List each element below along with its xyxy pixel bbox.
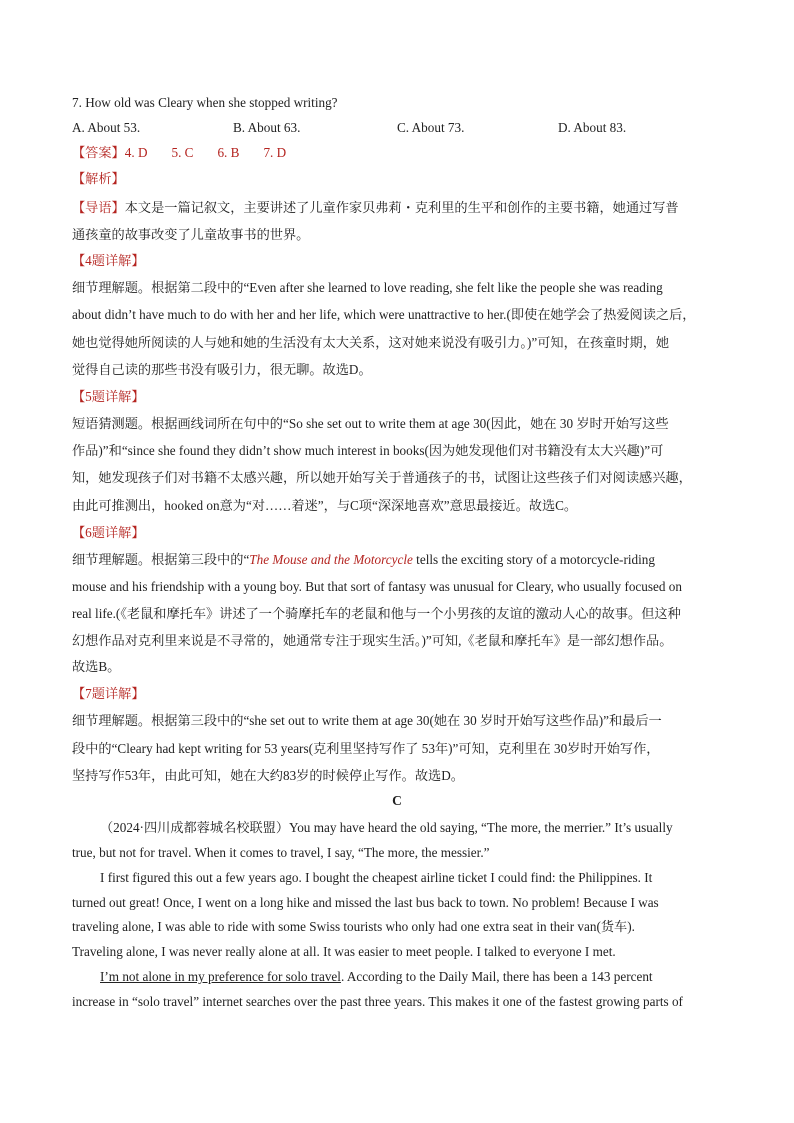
q6-line-1	[72, 551, 655, 569]
q6-text: 细节理解题。根据第三段中的	[72, 552, 244, 567]
q7-line-1	[72, 712, 662, 730]
answer-item: 4. D	[124, 145, 148, 160]
passage-p2-line-3: traveling alone, I was able to ride with some Swiss tourists who only had one extra seat in their van(货车).	[72, 919, 635, 934]
passage-p2-line-1: I first figured this out a few years ago. I bought the cheapest airline ticket I could find: the Philippines. It	[100, 870, 653, 885]
q6-line-3: real life.(《老鼠和摩托车》讲述了一个骑摩托车的老鼠和他与一个小男孩的友谊的激动人心的故事。但这种	[72, 606, 681, 621]
q6-line-2: mouse and his friendship with a young boy. But that sort of fantasy was unusual for Cleary, who usually focused on	[72, 579, 682, 594]
q4-text: 细节理解题。根据第二段中的	[72, 280, 244, 295]
q7-text: 可知，克利里在 30岁时开始写作，	[458, 741, 660, 756]
answer-label: 【答案】	[72, 145, 125, 160]
q4-line-2: about didn’t have much to do with her and her life, which were unattractive to her.(即使在她学会了热爱阅读之后，	[72, 307, 696, 322]
q4-label: 【4题详解】	[72, 253, 145, 268]
q5-line-2	[72, 442, 663, 460]
q6-quote: tells the exciting story of a motorcycle-riding	[412, 552, 655, 567]
guide-text: 本文是一篇记叙文，主要讲述了儿童作家贝弗莉・克利里的生平和创作的主要书籍，她通过写普	[124, 200, 679, 215]
underlined-sentence: I’m not alone in my preference for solo travel	[100, 969, 341, 984]
q4-line-3: 她也觉得她所阅读的人与她和她的生活没有太大关系，这对她来说没有吸引力。)”可知，在孩童时期，她	[72, 335, 670, 350]
analysis-label: 【解析】	[72, 171, 125, 186]
q5-quote: “since she found they didn’t show much interest in books(因为她发现他们对书籍没有太大兴趣)”	[121, 443, 651, 458]
q6-quote-open: “	[243, 552, 250, 567]
q5-text: 作品)”和	[72, 443, 122, 458]
passage-p3-line-2: increase in “solo travel” internet searches over the past three years. This makes it one of the fastest growing parts of	[72, 994, 683, 1009]
option-d: D. About 83.	[558, 120, 627, 135]
q7-line-3: 坚持写作53年，由此可知，她在大约83岁的时候停止写作。故选D。	[72, 768, 464, 783]
answer-item: 5. C	[171, 145, 194, 160]
q5-text: 可	[650, 443, 664, 458]
q7-quote: “she set out to write them at age 30(她在 30 岁时开始写这些作品)”	[243, 713, 609, 728]
q6-label: 【6题详解】	[72, 525, 145, 540]
q6-book-title: The Mouse and the Motorcycle	[249, 552, 413, 567]
q5-line-1	[72, 415, 669, 433]
q4-line-1	[72, 279, 663, 297]
answer-item: 7. D	[263, 145, 287, 160]
answer-item: 6. B	[217, 145, 240, 160]
passage-text: . According to the Daily Mail, there has been a 143 percent	[340, 969, 653, 984]
q7-text: 细节理解题。根据第三段中的	[72, 713, 244, 728]
passage-heading: C	[392, 793, 402, 808]
q6-line-4: 幻想作品对克利里来说是不寻常的，她通常专注于现实生活。)”可知,《老鼠和摩托车》是一部幻想作品。	[72, 633, 673, 648]
option-c: C. About 73.	[397, 120, 465, 135]
q7-line-2	[72, 740, 660, 758]
guide-line-2: 通孩童的故事改变了儿童故事书的世界。	[72, 227, 310, 242]
passage-p2-line-4: Traveling alone, I was never really alone at all. It was easier to meet people. I talked to everyone I met.	[72, 944, 616, 959]
guide-label: 【导语】	[72, 200, 125, 215]
passage-p1-line-2: true, but not for travel. When it comes to travel, I say, “The more, the messier.”	[72, 845, 490, 860]
option-b: B. About 63.	[233, 120, 301, 135]
option-a: A. About 53.	[72, 120, 141, 135]
q5-text: 短语猜测题。根据画线词所在句中的	[72, 416, 283, 431]
answer-line	[72, 144, 286, 162]
q7-text: 和最后一	[608, 713, 662, 728]
q5-line-4: 由此可推测出，hooked on意为“对……着迷”，与C项“深深地喜欢”意思最接近。故选C。	[72, 498, 578, 513]
q7-quote: “Cleary had kept writing for 53 years(克利里坚持写作了 53年)”	[111, 741, 459, 756]
q5-line-3: 知，她发现孩子们对书籍不太感兴趣，所以她开始写关于普通孩子的书，试图让这些孩子们对阅读感兴趣，	[72, 470, 692, 485]
passage-p1-line-1: （2024·四川成都蓉城名校联盟）You may have heard the old saying, “The more, the merrier.” It’s usually	[100, 820, 673, 835]
q7-text: 段中的	[72, 741, 112, 756]
q4-quote: “Even after she learned to love reading, she felt like the people she was reading	[243, 280, 663, 295]
guide-line-1	[72, 199, 679, 217]
question-7-stem: 7. How old was Cleary when she stopped writing?	[72, 95, 338, 110]
passage-p3-line-1	[100, 968, 653, 986]
passage-p2-line-2: turned out great! Once, I went on a long hike and missed the last bus back to town. No problem! Because I was	[72, 895, 659, 910]
q7-label: 【7题详解】	[72, 686, 145, 701]
q5-quote: “So she set out to write them at age 30(因此，她在 30 岁时开始写这些	[283, 416, 669, 431]
q5-label: 【5题详解】	[72, 389, 145, 404]
q6-line-5: 故选B。	[72, 659, 121, 674]
q4-line-4: 觉得自己读的那些书没有吸引力，很无聊。故选D。	[72, 362, 372, 377]
